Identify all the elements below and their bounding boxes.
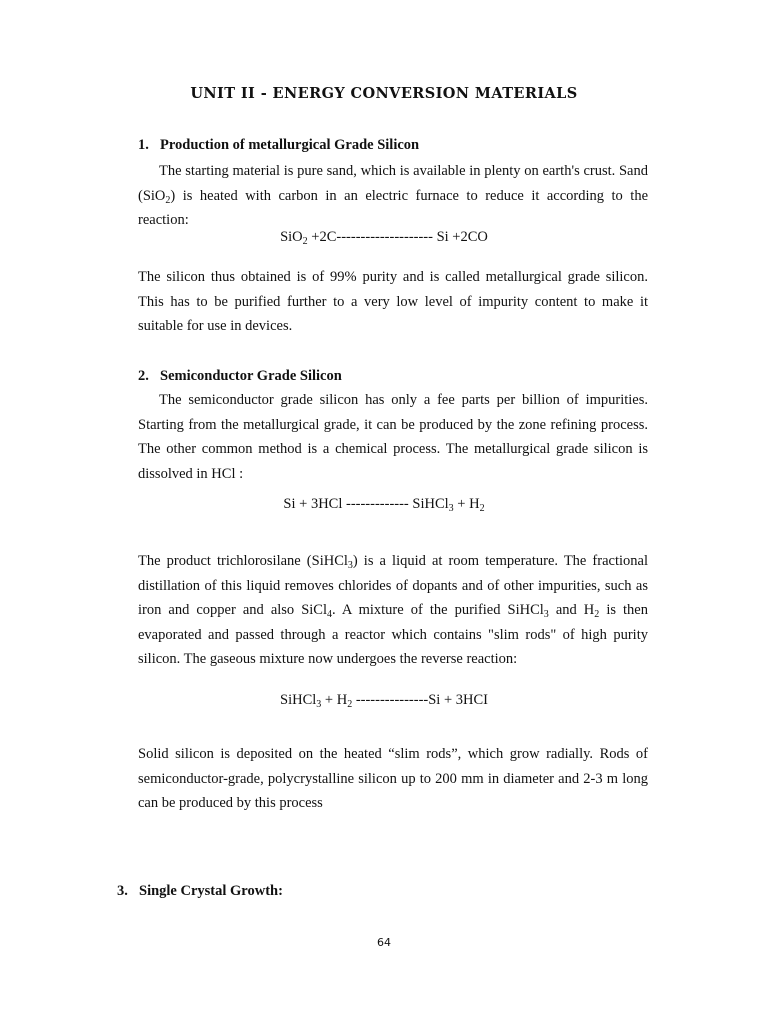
text-run: ) is a liquid at room temperature. The fractional distillation of this liquid removes chlorides of dopants and of other impurities, such as iron and copper and also SiCl: [138, 553, 648, 618]
subscript: 2: [479, 503, 485, 514]
subscript: 3: [448, 503, 454, 514]
section-1-paragraph-2: The silicon thus obtained is of 99% purity and is called metallurgical grade silicon. This has to be purified further to a very low level of impurity content to make it suitable for use in devices.: [138, 269, 648, 334]
section-1-heading-text: Production of metallurgical Grade Silicon: [160, 137, 420, 153]
equation-3: [0, 692, 768, 709]
subscript: 2: [594, 609, 600, 620]
text-run: SiHCl: [280, 692, 317, 708]
section-2-number: 2.: [138, 368, 149, 384]
text-run: is then evaporated and passed through a reactor which contains "slim rods" of high purity silicon. The gaseous mixture now undergoes the reverse reaction:: [138, 602, 648, 667]
text-run: + H: [321, 692, 348, 708]
text-run: + H: [453, 496, 480, 512]
section-1-heading: [138, 137, 419, 154]
text-run: The product trichlorosilane (SiHCl: [138, 553, 348, 569]
subscript: 4: [327, 609, 333, 620]
section-1-number: 1.: [138, 137, 149, 153]
subscript: 3: [347, 560, 353, 571]
subscript: 2: [347, 699, 353, 710]
equation-2: [0, 496, 768, 513]
subscript: 3: [543, 609, 549, 620]
text-run: . A mixture of the purified SiHCl: [332, 602, 544, 618]
subscript: 2: [302, 236, 308, 247]
page-number: 64: [377, 936, 391, 949]
section-2-heading: [138, 368, 342, 385]
section-2-paragraph-1: The semiconductor grade silicon has only a fee parts per billion of impurities. Starting from the metallurgical grade, it can be produced by the zone refining process. The other common method is a chemical process. The metallurgical grade silicon is dissolved in HCl :: [138, 392, 648, 482]
text-run: +2C-------------------- Si +2CO: [307, 229, 488, 245]
text-run: and H: [548, 602, 595, 618]
text-run: SiO: [280, 229, 303, 245]
equation-1: [0, 229, 768, 246]
text-run: ---------------Si + 3HCI: [352, 692, 488, 708]
subscript: 3: [316, 699, 322, 710]
section-3-number: 3.: [117, 883, 128, 899]
section-2-heading-text: Semiconductor Grade Silicon: [160, 368, 342, 384]
section-1-paragraph-1: [138, 159, 648, 233]
text-run: The starting material is pure sand, which is available in plenty on earth's crust. Sand (SiO: [138, 163, 648, 204]
section-2-paragraph-3: Solid silicon is deposited on the heated “slim rods”, which grow radially. Rods of semiconductor-grade, polycrystalline silicon up to 200 mm in diameter and 2-3 m long can be produced by this process: [138, 746, 648, 811]
subscript: 2: [165, 194, 171, 206]
section-2-paragraph-2: [138, 549, 648, 672]
text-run: ) is heated with carbon in an electric furnace to reduce it according to the reaction:: [138, 187, 648, 228]
section-3-heading-text: Single Crystal Growth:: [139, 883, 283, 899]
text-run: Si + 3HCl ------------- SiHCl: [283, 496, 449, 512]
section-3-heading: [117, 883, 283, 900]
page-title: UNIT II - ENERGY CONVERSION MATERIALS: [190, 85, 578, 102]
